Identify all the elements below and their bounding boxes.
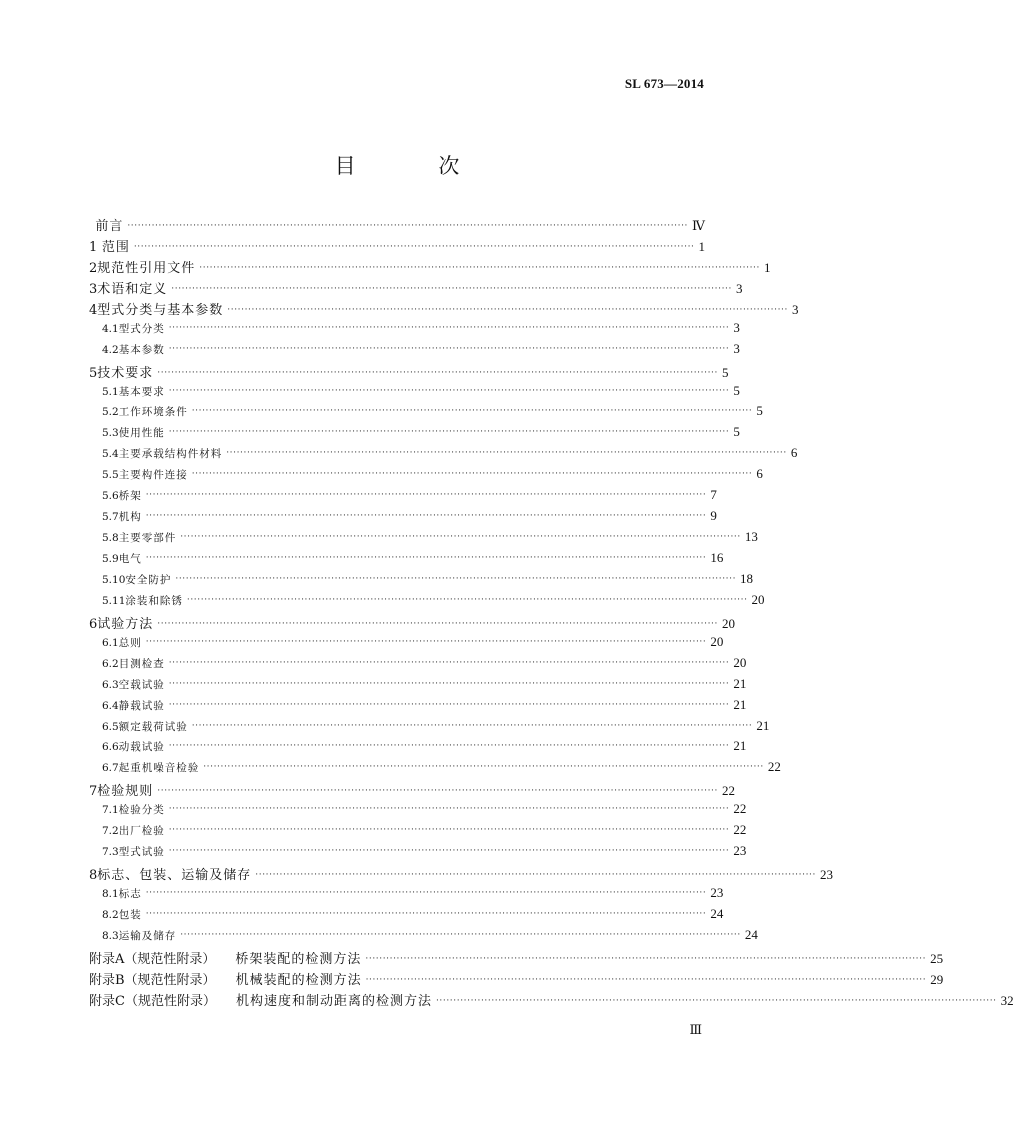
toc-entry-label: 机构 xyxy=(118,511,142,524)
toc-entry-number: 2 xyxy=(89,260,98,276)
toc-entry-label: 总则 xyxy=(118,636,142,649)
toc-entry[interactable] xyxy=(89,905,724,927)
toc-entry[interactable] xyxy=(89,215,705,236)
toc-leader-dots: ·································································································································································· xyxy=(191,406,753,417)
toc-entry-page: 25 xyxy=(930,950,944,966)
toc-entry-label: 主要构件连接 xyxy=(118,469,188,482)
toc-entry-label: 基本要求 xyxy=(118,385,165,398)
toc-entry-label: 静载试验 xyxy=(118,699,165,712)
toc-entry-number: 6.3 xyxy=(102,678,119,691)
toc-entry-page: 22 xyxy=(733,801,747,817)
standard-code: SL 673—2014 xyxy=(624,76,704,91)
toc-entry[interactable] xyxy=(89,466,763,487)
toc-entry-page: 6 xyxy=(790,445,798,461)
toc-entry-number: 1 xyxy=(89,239,98,255)
toc-entry-page: 3 xyxy=(791,301,799,317)
toc-entry-label: 型式试验 xyxy=(118,846,165,859)
toc-entry-number: 6.4 xyxy=(102,699,119,712)
toc-leader-dots: ·································································································································································· xyxy=(168,657,730,668)
toc-entry-label: 术语和定义 xyxy=(97,281,168,297)
toc-leader-dots: ·································································································································································· xyxy=(127,221,688,231)
toc-entry-number: 5.2 xyxy=(102,406,119,419)
toc-entry[interactable] xyxy=(89,717,770,739)
toc-entry-page: 23 xyxy=(733,843,747,859)
toc-entry-label: 主要承载结构件材料 xyxy=(118,448,223,461)
page-title: 目 次 xyxy=(334,154,498,178)
toc-entry[interactable] xyxy=(89,926,758,948)
toc-leader-dots: ·································································································································································· xyxy=(203,762,764,773)
toc-entry-number: 4.1 xyxy=(102,322,119,335)
toc-entry-page: 20 xyxy=(721,615,735,631)
toc-entry-number: 8.1 xyxy=(102,888,119,900)
toc-entry[interactable] xyxy=(89,675,747,697)
toc-entry-label: 空载试验 xyxy=(118,678,165,691)
toc-leader-dots: ·································································································································································· xyxy=(199,262,760,273)
toc-entry[interactable] xyxy=(89,570,754,592)
toc-entry-page: 21 xyxy=(733,696,747,712)
toc-entry-label: 机构速度和制动距离的检测方法 xyxy=(235,993,432,1009)
toc-leader-dots: ·································································································································································· xyxy=(191,469,753,480)
toc-leader-dots: ·································································································································································· xyxy=(227,304,788,315)
toc-entry-label: 检验分类 xyxy=(118,804,165,817)
toc-leader-dots: ·································································································································································· xyxy=(168,741,730,752)
toc-entry-label: 技术要求 xyxy=(97,365,154,381)
toc-entry[interactable] xyxy=(89,508,717,529)
toc-leader-dots: ·································································································································································· xyxy=(168,825,730,836)
toc-entry-label: 工作环境条件 xyxy=(118,406,188,419)
toc-entry-page: 24 xyxy=(710,905,724,921)
toc-entry-number: 5.10 xyxy=(102,573,126,586)
toc-leader-dots: ·································································································································································· xyxy=(145,908,707,919)
toc-entry-number: 6.7 xyxy=(102,762,119,775)
toc-leader-dots: ·································································································································································· xyxy=(171,283,732,294)
toc-entry-label: 桥架 xyxy=(118,490,142,503)
toc-leader-dots: ·································································································································································· xyxy=(365,953,927,964)
toc-entry-page: 29 xyxy=(930,971,944,987)
toc-entry-number: 5.3 xyxy=(102,427,119,440)
toc-entry[interactable] xyxy=(89,319,740,341)
toc-leader-dots: ·································································································································································· xyxy=(168,804,730,815)
toc-entry-page: 22 xyxy=(721,783,735,799)
toc-entry-label: 机械装配的检测方法 xyxy=(235,972,362,988)
toc-entry[interactable] xyxy=(89,487,717,508)
toc-entry-page: 1 xyxy=(698,238,705,254)
toc-entry-label: 型式分类与基本参数 xyxy=(97,302,224,318)
toc-entry-label: 基本参数 xyxy=(118,343,165,356)
toc-leader-dots: ·································································································································································· xyxy=(145,553,707,563)
toc-entry-number: 7 xyxy=(89,784,98,800)
toc-entry[interactable] xyxy=(89,633,724,655)
toc-entry-page: 18 xyxy=(740,570,754,586)
toc-entry[interactable] xyxy=(89,299,799,320)
toc-entry-number: 5 xyxy=(89,365,98,381)
toc-entry-number: 7.1 xyxy=(102,804,119,817)
toc-leader-dots: ·································································································································································· xyxy=(168,427,730,438)
toc-entry-label: 试验方法 xyxy=(97,616,154,632)
toc-entry[interactable] xyxy=(89,340,740,362)
toc-leader-dots: ·································································································································································· xyxy=(168,385,730,396)
toc-entry-page: 6 xyxy=(756,466,763,482)
toc-entry-number: 5.4 xyxy=(102,448,119,461)
toc-leader-dots: ·································································································································································· xyxy=(175,573,737,584)
toc-entry[interactable] xyxy=(89,424,740,445)
toc-entry[interactable] xyxy=(89,948,944,969)
toc-entry-page: 3 xyxy=(735,280,743,296)
toc-entry[interactable] xyxy=(89,990,1014,1011)
toc-entry-page: 7 xyxy=(710,487,717,503)
toc-leader-dots: ·································································································································································· xyxy=(145,888,707,898)
toc-entry[interactable] xyxy=(89,969,944,990)
toc-entry-number: 7.3 xyxy=(102,846,119,859)
toc-leader-dots: ·································································································································································· xyxy=(157,367,718,378)
toc-entry-label: 电气 xyxy=(118,553,142,565)
toc-entry-page: 5 xyxy=(733,382,740,398)
toc-entry[interactable] xyxy=(89,843,747,864)
toc-entry-number: 5.6 xyxy=(102,490,119,503)
toc-entry-page: 32 xyxy=(1000,992,1014,1008)
toc-entry-label: 标志、包装、运输及储存 xyxy=(97,868,252,884)
page-number: Ⅲ xyxy=(689,1022,702,1037)
toc-entry-page: 9 xyxy=(710,508,717,524)
table-of-contents xyxy=(89,215,1014,1011)
toc-entry-page: 5 xyxy=(721,364,729,380)
toc-entry-label: 型式分类 xyxy=(118,322,165,335)
toc-entry[interactable] xyxy=(89,278,743,299)
toc-entry-label: 规范性引用文件 xyxy=(97,260,196,276)
toc-entry-page: 20 xyxy=(751,591,765,607)
toc-entry[interactable] xyxy=(89,362,729,383)
toc-entry-label: 主要零部件 xyxy=(118,532,177,545)
toc-leader-dots: ·································································································································································· xyxy=(168,699,730,710)
toc-leader-dots: ·································································································································································· xyxy=(145,511,707,522)
toc-entry[interactable] xyxy=(89,759,781,780)
toc-entry-page: 20 xyxy=(733,654,747,670)
toc-entry-label: 出厂检验 xyxy=(118,825,165,838)
toc-entry[interactable] xyxy=(89,738,747,759)
toc-entry-number: 5.8 xyxy=(102,532,119,545)
toc-entry-number: 5.5 xyxy=(102,469,119,482)
toc-entry-page: 23 xyxy=(819,867,833,883)
toc-entry[interactable] xyxy=(89,382,740,404)
toc-entry[interactable] xyxy=(89,654,747,676)
toc-entry[interactable] xyxy=(89,696,747,718)
toc-leader-dots: ·································································································································································· xyxy=(145,636,707,647)
toc-leader-dots: ·································································································································································· xyxy=(168,678,730,689)
toc-leader-dots: ·································································································································································· xyxy=(255,870,816,881)
toc-entry-number: 6 xyxy=(89,616,98,632)
toc-leader-dots: ·································································································································································· xyxy=(168,322,730,333)
toc-leader-dots: ·································································································································································· xyxy=(157,786,718,797)
toc-entry-label: 起重机噪音检验 xyxy=(118,762,200,775)
toc-entry[interactable] xyxy=(89,550,724,571)
toc-leader-dots: ·································································································································································· xyxy=(191,720,753,731)
toc-entry-label: 检验规则 xyxy=(97,784,154,800)
toc-entry-page: 22 xyxy=(733,822,747,838)
toc-entry-page: 24 xyxy=(744,926,758,942)
toc-entry-label: 运输及储存 xyxy=(118,929,177,942)
toc-entry-number: 6.5 xyxy=(102,720,119,733)
toc-leader-dots: ·································································································································································· xyxy=(186,594,748,605)
toc-leader-dots: ·································································································································································· xyxy=(180,532,741,543)
toc-entry-label: 目测检查 xyxy=(118,657,165,670)
toc-entry-number: 4.2 xyxy=(102,343,119,356)
toc-entry[interactable] xyxy=(89,257,771,278)
toc-entry-page: 3 xyxy=(733,319,740,335)
toc-entry-page: 21 xyxy=(733,738,747,754)
toc-entry-number: 8.3 xyxy=(102,929,119,942)
toc-entry[interactable] xyxy=(89,822,747,843)
toc-entry-label: 范围 xyxy=(101,239,130,255)
toc-entry-number: 8.2 xyxy=(102,908,119,921)
toc-entry-label: 安全防护 xyxy=(125,573,172,586)
toc-leader-dots: ·································································································································································· xyxy=(435,995,997,1006)
toc-leader-dots: ·································································································································································· xyxy=(180,929,741,940)
toc-entry-label: 额定载荷试验 xyxy=(118,720,188,733)
toc-entry-number: 5.9 xyxy=(102,553,119,565)
toc-entry-page: 22 xyxy=(767,759,781,775)
toc-entry-number: 6.1 xyxy=(102,636,119,649)
toc-entry[interactable] xyxy=(89,613,735,634)
toc-entry-page: 1 xyxy=(763,259,771,275)
toc-entry-number: 附录B（规范性附录） xyxy=(89,972,216,988)
toc-leader-dots: ·································································································································································· xyxy=(168,343,730,354)
toc-entry[interactable] xyxy=(89,591,765,613)
toc-entry-label: 使用性能 xyxy=(118,427,165,440)
toc-entry-number: 5.1 xyxy=(102,385,119,398)
toc-leader-dots: ·································································································································································· xyxy=(145,490,707,501)
toc-entry-number: 附录C（规范性附录） xyxy=(89,993,216,1009)
toc-entry-page: 21 xyxy=(756,717,770,733)
toc-entry-page: Ⅳ xyxy=(692,218,705,233)
toc-entry-page: 16 xyxy=(710,550,724,565)
toc-entry-number: 5.11 xyxy=(102,594,126,607)
toc-entry-label: 包装 xyxy=(118,908,142,921)
toc-entry-page: 3 xyxy=(733,340,740,356)
toc-entry-label: 前言 xyxy=(95,219,124,234)
toc-entry-page: 13 xyxy=(744,529,758,545)
toc-leader-dots: ·································································································································································· xyxy=(365,974,927,985)
toc-leader-dots: ·································································································································································· xyxy=(226,448,787,459)
toc-entry[interactable] xyxy=(89,403,763,424)
toc-entry-page: 23 xyxy=(710,885,724,900)
toc-leader-dots: ·································································································································································· xyxy=(168,846,730,857)
toc-entry[interactable] xyxy=(89,529,758,550)
toc-entry-number: 4 xyxy=(89,302,98,318)
toc-entry-number: 6.2 xyxy=(102,657,119,670)
toc-leader-dots: ·································································································································································· xyxy=(133,241,695,252)
toc-entry-page: 21 xyxy=(733,675,747,691)
toc-entry-label: 涂装和除锈 xyxy=(125,594,183,607)
toc-leader-dots: ·································································································································································· xyxy=(157,618,718,629)
toc-entry-page: 5 xyxy=(733,424,740,440)
toc-entry-number: 3 xyxy=(89,281,98,297)
toc-entry-label: 桥架装配的检测方法 xyxy=(235,951,362,967)
toc-entry-number: 5.7 xyxy=(102,511,119,524)
toc-entry[interactable] xyxy=(89,864,833,885)
toc-entry-label: 标志 xyxy=(118,888,142,900)
toc-entry-number: 附录A（规范性附录） xyxy=(89,951,216,967)
toc-entry[interactable] xyxy=(89,236,705,257)
toc-entry-number: 6.6 xyxy=(102,741,119,754)
toc-entry[interactable] xyxy=(89,445,798,466)
toc-entry-page: 5 xyxy=(756,403,763,419)
toc-entry-number: 8 xyxy=(89,868,98,884)
toc-entry[interactable] xyxy=(89,780,735,801)
toc-entry-page: 20 xyxy=(710,633,724,649)
toc-entry-number: 7.2 xyxy=(102,825,119,838)
toc-entry[interactable] xyxy=(89,885,724,906)
toc-entry[interactable] xyxy=(89,801,747,822)
toc-entry-label: 动载试验 xyxy=(118,741,165,754)
